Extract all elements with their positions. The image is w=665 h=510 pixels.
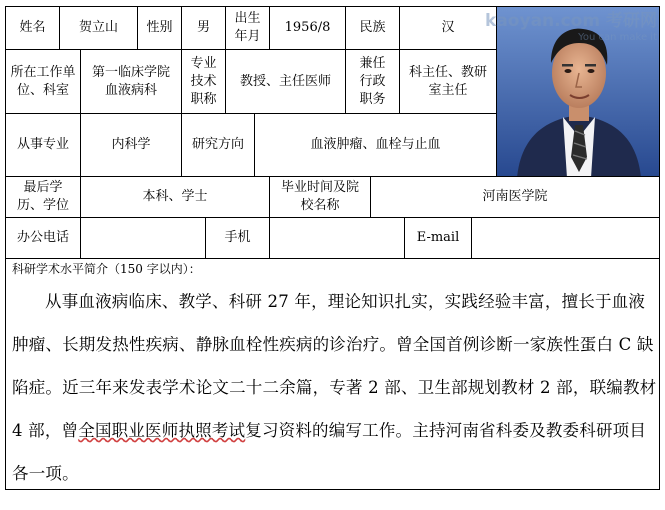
ethnic-label: 民族 <box>345 6 400 50</box>
watermark-slogan: You can make it <box>578 32 657 43</box>
edu-label: 最后学历、学位 <box>5 176 81 218</box>
email-label: E-mail <box>404 217 472 259</box>
admin-value: 科主任、教研室主任 <box>399 49 497 114</box>
research-label: 研究方向 <box>181 113 255 177</box>
mobile-label: 手机 <box>205 217 270 259</box>
title-value: 教授、主任医师 <box>225 49 346 114</box>
ethnic-value: 汉 <box>399 6 497 50</box>
major-value: 内科学 <box>80 113 182 177</box>
summary-text-part2: 复习资料的编写工作。主持河南省科委及教委科研项目各一项。 <box>12 421 647 483</box>
research-value: 血液肿瘤、血栓与止血 <box>254 113 497 177</box>
major-label: 从事专业 <box>5 113 81 177</box>
gender-value: 男 <box>181 6 226 50</box>
mobile-value <box>269 217 405 259</box>
birth-label: 出生年月 <box>225 6 270 50</box>
name-value: 贺立山 <box>59 6 138 50</box>
summary-text-part1: 从事血液病临床、教学、科研 27 年，理论知识扎实，实践经验丰富，擅长于血液肿瘤、长期发热性疾病、静脉血栓性疾病的诊治疗。曾全国首例诊断一家族性蛋白 C 缺陷症。近三年来发表学术论文二十二余篇，专著 2 部、卫生部规划教材 2 部，联编教材 4 部，曾 <box>12 292 657 440</box>
summary-text-underlined: 全国职业医师执照考试 <box>78 421 246 440</box>
birth-value: 1956/8 <box>269 6 346 50</box>
summary-label: 科研学术水平简介（150 字以内）： <box>12 262 201 276</box>
title-label: 专业技术职称 <box>181 49 226 114</box>
unit-value: 第一临床学院血液病科 <box>80 49 182 114</box>
grad-label: 毕业时间及院校名称 <box>269 176 371 218</box>
summary-text <box>12 280 658 495</box>
office-phone-label: 办公电话 <box>5 217 81 259</box>
watermark-logo: kaoyan.com 考研网 <box>485 11 657 31</box>
admin-label: 兼任行政职务 <box>345 49 400 114</box>
grad-value: 河南医学院 <box>370 176 660 218</box>
office-phone-value <box>80 217 206 259</box>
edu-value: 本科、学士 <box>80 176 270 218</box>
email-value <box>471 217 660 259</box>
name-label: 姓名 <box>5 6 60 50</box>
gender-label: 性别 <box>137 6 182 50</box>
unit-label: 所在工作单位、科室 <box>5 49 81 114</box>
